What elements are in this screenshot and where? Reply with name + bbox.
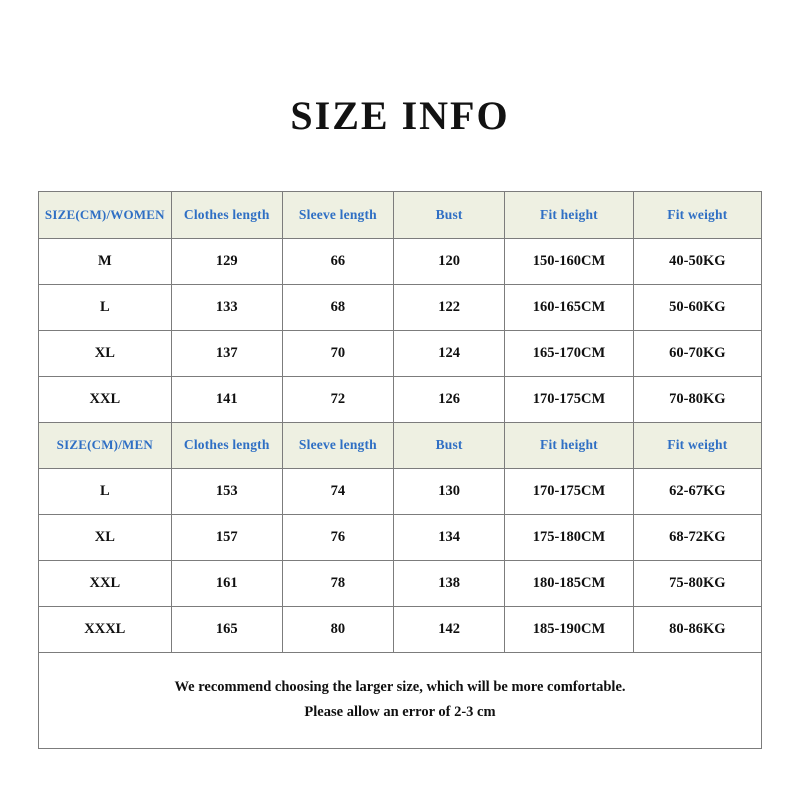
cell-size: M <box>39 238 171 284</box>
size-table-container <box>38 191 762 749</box>
cell-size: XXXL <box>39 606 171 652</box>
women-header-bust: Bust <box>394 192 505 238</box>
cell-bust: 122 <box>394 284 505 330</box>
cell-fit-weight: 60-70KG <box>633 330 761 376</box>
cell-bust: 120 <box>394 238 505 284</box>
women-header-fit-height: Fit height <box>505 192 634 238</box>
cell-fit-weight: 62-67KG <box>633 468 761 514</box>
cell-clothes-length: 141 <box>171 376 282 422</box>
cell-size: XXL <box>39 560 171 606</box>
cell-fit-weight: 75-80KG <box>633 560 761 606</box>
table-row <box>39 330 761 376</box>
cell-fit-height: 170-175CM <box>505 376 634 422</box>
cell-sleeve-length: 66 <box>282 238 393 284</box>
cell-clothes-length: 133 <box>171 284 282 330</box>
size-table <box>39 192 761 749</box>
cell-sleeve-length: 78 <box>282 560 393 606</box>
cell-sleeve-length: 68 <box>282 284 393 330</box>
cell-fit-weight: 70-80KG <box>633 376 761 422</box>
cell-fit-height: 160-165CM <box>505 284 634 330</box>
cell-fit-height: 150-160CM <box>505 238 634 284</box>
note-line-2: Please allow an error of 2-3 cm <box>304 704 496 720</box>
table-row <box>39 468 761 514</box>
women-header-fit-weight: Fit weight <box>633 192 761 238</box>
note-line-1: We recommend choosing the larger size, which will be more comfortable. <box>174 678 626 695</box>
cell-size: L <box>39 468 171 514</box>
cell-fit-height: 185-190CM <box>505 606 634 652</box>
men-header-row <box>39 422 761 468</box>
cell-sleeve-length: 72 <box>282 376 393 422</box>
cell-clothes-length: 129 <box>171 238 282 284</box>
cell-bust: 138 <box>394 560 505 606</box>
cell-size: L <box>39 284 171 330</box>
cell-fit-height: 170-175CM <box>505 468 634 514</box>
men-header-fit-weight: Fit weight <box>633 422 761 468</box>
cell-sleeve-length: 70 <box>282 330 393 376</box>
cell-clothes-length: 137 <box>171 330 282 376</box>
table-row <box>39 238 761 284</box>
men-header-sleeve-length: Sleeve length <box>282 422 393 468</box>
cell-fit-weight: 68-72KG <box>633 514 761 560</box>
cell-bust: 134 <box>394 514 505 560</box>
cell-fit-height: 165-170CM <box>505 330 634 376</box>
cell-size: XL <box>39 514 171 560</box>
women-header-row <box>39 192 761 238</box>
table-row <box>39 514 761 560</box>
women-header-clothes-length: Clothes length <box>171 192 282 238</box>
cell-size: XL <box>39 330 171 376</box>
men-header-clothes-length: Clothes length <box>171 422 282 468</box>
cell-fit-height: 180-185CM <box>505 560 634 606</box>
cell-fit-height: 175-180CM <box>505 514 634 560</box>
men-header-size: SIZE(CM)/MEN <box>39 422 171 468</box>
table-row <box>39 376 761 422</box>
table-row <box>39 606 761 652</box>
cell-fit-weight: 80-86KG <box>633 606 761 652</box>
cell-sleeve-length: 76 <box>282 514 393 560</box>
women-header-size: SIZE(CM)/WOMEN <box>39 192 171 238</box>
men-header-bust: Bust <box>394 422 505 468</box>
cell-bust: 130 <box>394 468 505 514</box>
cell-fit-weight: 50-60KG <box>633 284 761 330</box>
cell-sleeve-length: 74 <box>282 468 393 514</box>
cell-fit-weight: 40-50KG <box>633 238 761 284</box>
cell-sleeve-length: 80 <box>282 606 393 652</box>
cell-bust: 124 <box>394 330 505 376</box>
men-header-fit-height: Fit height <box>505 422 634 468</box>
women-header-sleeve-length: Sleeve length <box>282 192 393 238</box>
cell-clothes-length: 165 <box>171 606 282 652</box>
note-cell <box>39 652 761 748</box>
cell-bust: 142 <box>394 606 505 652</box>
note-row <box>39 652 761 748</box>
cell-clothes-length: 161 <box>171 560 282 606</box>
cell-bust: 126 <box>394 376 505 422</box>
table-row <box>39 284 761 330</box>
table-row <box>39 560 761 606</box>
cell-size: XXL <box>39 376 171 422</box>
cell-clothes-length: 157 <box>171 514 282 560</box>
cell-clothes-length: 153 <box>171 468 282 514</box>
page-title: SIZE INFO <box>290 93 510 138</box>
